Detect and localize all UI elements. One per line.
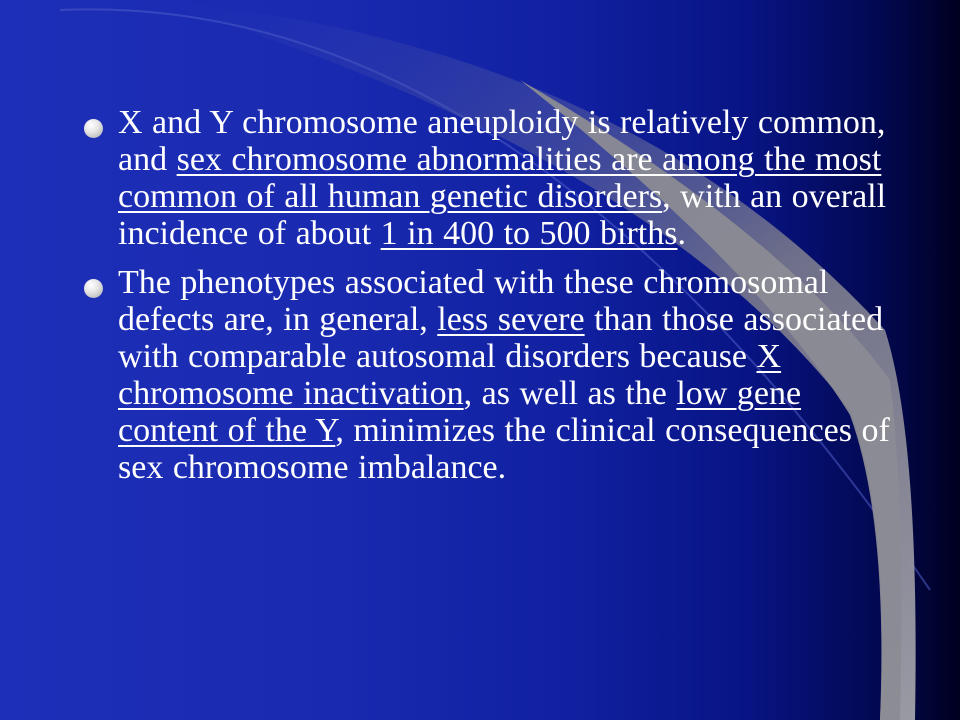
bullet-1-part-5: . — [677, 215, 686, 252]
bullet-2-part-6: low gene content of the Y — [118, 375, 802, 449]
bullet-1-part-4: 1 in 400 to 500 births — [380, 215, 678, 252]
bullet-2-part-2: less severe — [437, 301, 585, 338]
bullet-text-2 — [118, 264, 890, 486]
bullet-2-part-7: , minimizes the clinical consequences of sex chromosome imbalance. — [118, 412, 890, 486]
bullet-1-part-2: sex chromosome abnormalities are among the most common of all human genetic disorders — [118, 141, 882, 215]
bullet-dot-icon — [84, 119, 103, 138]
bullet-2-part-3: than those associated with comparable autosomal disorders because — [118, 301, 884, 375]
bullet-item-1 — [80, 104, 890, 252]
bullet-dot-icon — [84, 279, 103, 298]
bullet-1-part-3: , with an overall incidence of about — [118, 178, 887, 252]
bullet-2-part-5: , as well as the — [463, 375, 677, 412]
bullet-2-part-4: X chromosome inactivation — [118, 338, 782, 412]
bullet-text-1 — [118, 104, 890, 252]
bullet-1-part-1: X and Y chromosome aneuploidy is relatively common, and — [118, 104, 886, 178]
bullet-2-part-1: The phenotypes associated with these chromosomal defects are, in general, — [118, 264, 829, 338]
slide-content — [80, 104, 890, 498]
bullet-item-2 — [80, 264, 890, 486]
